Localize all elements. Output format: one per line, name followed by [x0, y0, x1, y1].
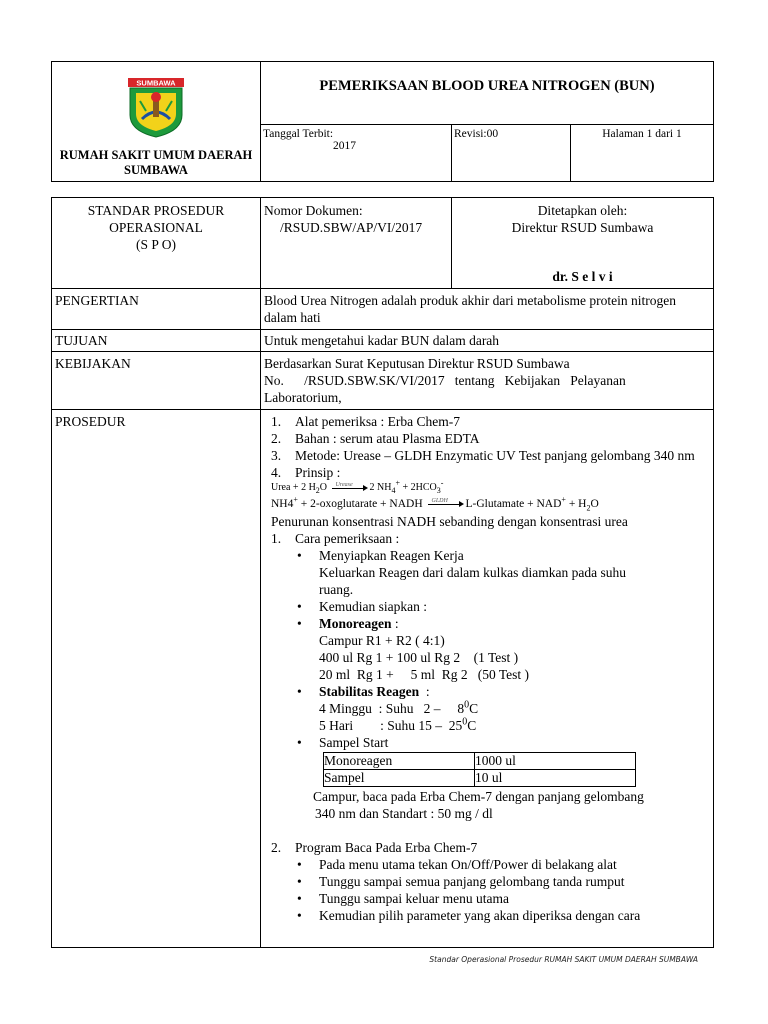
campur-line2: 340 nm dan Standart : 50 mg / dl	[315, 806, 493, 821]
revision-cell	[452, 124, 571, 181]
item-text: Prinsip :	[295, 465, 341, 480]
bullet-dot-icon: •	[297, 874, 302, 889]
kebijakan-text	[261, 352, 714, 410]
prosedur-item-1	[271, 413, 705, 430]
program-bullet-text: Tunggu sampai semua panjang gelombang tanda rumput	[319, 874, 625, 889]
spo-label-line3: (S P O)	[135, 237, 176, 252]
monoreagen-line2: 400 ul Rg 1 + 100 ul Rg 2 (1 Test )	[319, 650, 519, 665]
issue-date-value: 2017	[333, 139, 356, 152]
tujuan-label	[52, 330, 261, 352]
bullet-dot-icon: •	[297, 891, 302, 906]
reaction1-enzyme: Urease	[335, 481, 353, 488]
campur-line1: Campur, baca pada Erba Chem-7 dengan panjang gelombang	[313, 789, 644, 804]
header-table	[51, 61, 714, 182]
item-text: Alat pemeriksa : Erba Chem-7	[295, 414, 460, 429]
reaction-gldh	[271, 496, 705, 513]
reaction1-rhs-sub2: 3	[436, 486, 441, 495]
reaction-arrow-icon	[332, 481, 368, 491]
bullet-menyiapkan	[297, 547, 705, 598]
tujuan-label-text: TUJUAN	[55, 333, 108, 348]
bullet-dot-icon: •	[297, 599, 302, 614]
bullet-dot-icon: •	[297, 684, 302, 699]
bullet-kemudian	[297, 598, 705, 615]
bullet-menyiapkan-title: Menyiapkan Reagen Kerja	[319, 548, 464, 563]
reaction1-rhs-sup2: -	[440, 478, 444, 488]
set-by-cell	[452, 198, 714, 289]
spo-label-line1: STANDAR PROSEDUR	[87, 203, 225, 218]
kebijakan-line2: No. /RSUD.SBW.SK/VI/2017 tentang Kebijakan Pelayanan	[264, 373, 626, 388]
monoreagen-title: Monoreagen	[319, 616, 392, 631]
reaction1-rhs-sub: 4	[391, 486, 396, 495]
table-row	[324, 770, 636, 787]
reaction2-rhs-sup: +	[561, 495, 566, 505]
kebijakan-label-text: KEBIJAKAN	[55, 356, 131, 371]
reaction2-lhs-tail: + 2-oxoglutarate + NADH	[297, 498, 423, 510]
stabilitas-colon: :	[419, 684, 430, 699]
list-item	[297, 907, 705, 924]
pengertian-label	[52, 289, 261, 330]
bullet-menyiapkan-desc1: Keluarkan Reagen dari dalam kulkas diamkan pada suhu	[319, 565, 627, 580]
set-by-label: Ditetapkan oleh:	[537, 203, 628, 218]
stabilitas-line1	[319, 700, 705, 717]
reaction2-lhs: NH4	[271, 498, 294, 510]
stabilitas-line2	[319, 717, 705, 734]
monoreagen-line3: 20 ml Rg 1 + 5 ml Rg 2 (50 Test )	[319, 667, 530, 682]
page-number: Halaman 1 dari 1	[602, 127, 682, 140]
sampel-start-text: Sampel Start	[319, 735, 389, 750]
reaction1-rhs-sup: +	[395, 478, 400, 488]
doc-number-cell	[261, 198, 452, 289]
monoreagen-colon: :	[391, 616, 399, 631]
stabilitas-line2-text: 5 Hari : Suhu 15 – 25	[319, 718, 463, 733]
bullet-stabilitas	[297, 683, 705, 734]
program-bullet-text: Pada menu utama tekan On/Off/Power di belakang alat	[319, 857, 617, 872]
spo-table	[51, 197, 714, 948]
item-number: 4.	[271, 465, 282, 480]
pengertian-text	[261, 289, 714, 330]
bullet-menyiapkan-desc2: ruang.	[319, 582, 354, 597]
issue-date-cell	[261, 124, 452, 181]
prosedur-label	[52, 410, 261, 948]
program-baca-heading	[271, 839, 705, 856]
hospital-name: RUMAH SAKIT UMUM DAERAH SUMBAWA	[59, 148, 253, 177]
list-item	[297, 890, 705, 907]
prosedur-item-2	[271, 430, 705, 447]
reaction1-rhs: 2 NH	[369, 482, 392, 493]
sumbawa-crest-logo	[124, 75, 188, 139]
revision: Revisi:00	[454, 127, 499, 140]
prosedur-item-3	[271, 447, 705, 464]
prosedur-label-text: PROSEDUR	[55, 414, 126, 429]
cara-bullets	[271, 547, 705, 751]
bullet-dot-icon: •	[297, 735, 302, 750]
doc-number-value: /RSUD.SBW/AP/VI/2017	[280, 220, 423, 235]
bullet-dot-icon: •	[297, 857, 302, 872]
bullet-kemudian-text: Kemudian siapkan :	[319, 599, 427, 614]
reaction2-rhs-sub: 2	[586, 503, 591, 513]
penurunan-text: Penurunan konsentrasi NADH sebanding dengan konsentrasi urea	[271, 514, 628, 529]
campur-text	[271, 788, 705, 822]
stabilitas-line1-text: 4 Minggu : Suhu 2 – 8	[319, 701, 465, 716]
tujuan-text	[261, 330, 714, 352]
reaction2-rhs: L-Glutamate + NAD	[465, 498, 562, 510]
reaction1-lhs-tail: O	[319, 482, 328, 493]
signatory: dr. S e l v i	[552, 269, 613, 284]
program-bullet-text: Tunggu sampai keluar menu utama	[319, 891, 509, 906]
spo-label-line2: OPERASIONAL	[109, 220, 203, 235]
program-label: Program Baca Pada Erba Chem-7	[295, 840, 478, 855]
table-cell: 10 ul	[475, 770, 636, 787]
list-item	[297, 873, 705, 890]
reaction-arrow-icon	[428, 498, 464, 507]
title-cell	[261, 62, 714, 125]
cara-number: 1.	[271, 531, 282, 546]
document-title: PEMERIKSAAN BLOOD UREA NITROGEN (BUN)	[319, 78, 655, 95]
reaction1-lhs-sub: 2	[315, 486, 320, 495]
bullet-dot-icon: •	[297, 908, 302, 923]
list-item	[297, 856, 705, 873]
cara-label: Cara pemeriksaan :	[295, 531, 400, 546]
cara-pemeriksaan-heading	[271, 530, 705, 547]
program-bullet-text: Kemudian pilih parameter yang akan diperiksa dengan cara	[319, 908, 641, 923]
table-cell: Monoreagen	[324, 753, 475, 770]
sample-table	[323, 752, 636, 787]
program-bullets	[271, 856, 705, 924]
issue-date-label: Tanggal Terbit:	[263, 127, 334, 140]
item-text: Bahan : serum atau Plasma EDTA	[295, 431, 480, 446]
kebijakan-line1: Berdasarkan Surat Keputusan Direktur RSUD Sumbawa	[264, 356, 570, 371]
prosedur-content	[261, 410, 714, 948]
reaction1-lhs: Urea + 2 H	[271, 482, 316, 493]
set-by-value: Direktur RSUD Sumbawa	[511, 220, 654, 235]
degree-sup: 0	[462, 716, 468, 728]
pengertian-text-value: Blood Urea Nitrogen adalah produk akhir dari metabolisme protein nitrogen dalam hati	[264, 293, 677, 325]
logo-cell	[52, 62, 261, 182]
spo-label-cell	[52, 198, 261, 289]
item-number: 1.	[271, 414, 282, 429]
stabilitas-title: Stabilitas Reagen	[319, 684, 420, 699]
logo-label: SUMBAWA	[136, 78, 176, 88]
table-row	[324, 753, 636, 770]
reaction2-rhs-tail: + H	[565, 498, 587, 510]
monoreagen-line1: Campur R1 + R2 ( 4:1)	[319, 633, 445, 648]
item-number: 2.	[271, 431, 282, 446]
item-text: Metode: Urease – GLDH Enzymatic UV Test panjang gelombang 340 nm	[295, 448, 695, 463]
kebijakan-label	[52, 352, 261, 410]
reaction2-rhs-end: O	[590, 498, 599, 510]
table-cell: 1000 ul	[475, 753, 636, 770]
reaction2-enzyme: GLDH	[431, 498, 448, 505]
table-cell: Sampel	[324, 770, 475, 787]
page-cell	[571, 124, 714, 181]
stabilitas-line2-unit: C	[467, 718, 477, 733]
bullet-dot-icon: •	[297, 548, 302, 563]
bullet-dot-icon: •	[297, 616, 302, 631]
pengertian-label-text: PENGERTIAN	[55, 293, 139, 308]
reaction2-lhs-sup: +	[293, 495, 298, 505]
doc-number-label: Nomor Dokumen:	[264, 203, 363, 218]
bullet-sampel-start	[297, 734, 705, 751]
footer-text: Standar Operasional Prosedur RUMAH SAKIT UMUM DAERAH SUMBAWA	[429, 955, 698, 964]
program-number: 2.	[271, 840, 282, 855]
reaction-urease	[271, 480, 705, 496]
item-number: 3.	[271, 448, 282, 463]
reaction1-rhs-tail: + 2HCO	[400, 482, 437, 493]
tujuan-text-value: Untuk mengetahui kadar BUN dalam darah	[264, 333, 500, 348]
kebijakan-line3: Laboratorium,	[264, 390, 342, 405]
bullet-monoreagen	[297, 615, 705, 683]
stabilitas-line1-unit: C	[469, 701, 479, 716]
degree-sup: 0	[464, 699, 470, 711]
